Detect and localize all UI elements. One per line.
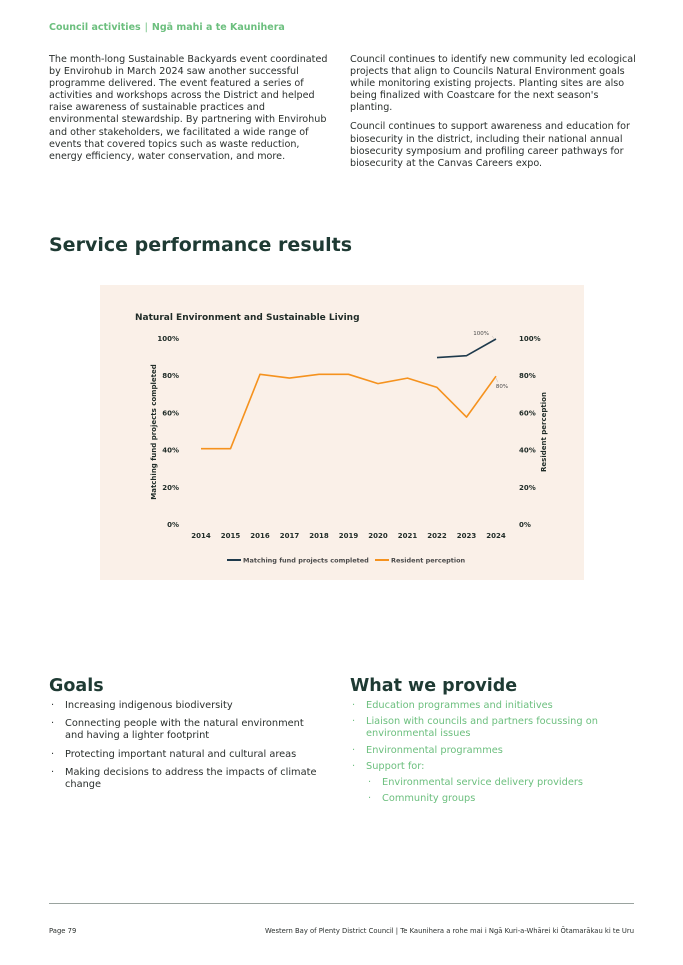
line-chart <box>100 285 584 580</box>
footer-organisation: Western Bay of Plenty District Council | Te Kaunihera a rohe mai i Ngā Kuri-a-Whārei ki Ōtamarākau ki te Uru <box>264 927 634 935</box>
page-header <box>49 22 285 33</box>
provide-item: · Environmental programmes <box>350 745 620 757</box>
intro-left-column <box>49 54 335 170</box>
y-axis-title-left: Matching fund projects completed <box>150 364 158 500</box>
goals-title: Goals <box>49 676 104 696</box>
intro-paragraph: The month-long Sustainable Backyards event coordinated by Envirohub in March 2024 saw another successful programme delivered. The event featured a series of activities and workshops across the District and helped raise awareness of sustainable practices and environmental stewardship. By partnering with Envirohub and other stakeholders, we facilitated a wide range of events that covered topics such as waste reduction, energy efficiency, water conservation, and more. <box>49 54 328 162</box>
header-separator: | <box>144 22 148 33</box>
x-tick-label: 2015 <box>220 532 241 540</box>
legend-label: Resident perception <box>391 556 466 565</box>
what-we-provide-title: What we provide <box>350 676 518 696</box>
provide-item: · Liaison with councils and partners focussing on environmental issues <box>350 716 620 740</box>
y-tick-right: 20% <box>519 483 536 492</box>
y-tick-right: 100% <box>519 335 541 343</box>
x-tick-label: 2020 <box>368 532 388 540</box>
goal-item: · Increasing indigenous biodiversity <box>49 700 319 712</box>
y-tick-left: 0% <box>167 521 179 529</box>
goal-item: · Protecting important natural and cultural areas <box>49 749 319 761</box>
y-tick-left: 20% <box>162 483 179 492</box>
y-tick-right: 0% <box>519 521 531 529</box>
y-tick-left: 80% <box>162 372 179 381</box>
x-tick-label: 2017 <box>279 532 300 540</box>
y-tick-right: 80% <box>519 372 536 381</box>
header-section: Council activities <box>49 22 141 33</box>
chart-title: Natural Environment and Sustainable Living <box>135 313 360 323</box>
provide-sub-item: · Environmental service delivery providers <box>366 777 620 789</box>
provide-sub-list <box>366 777 620 805</box>
data-label: 100% <box>473 331 489 337</box>
y-tick-left: 60% <box>162 409 179 418</box>
series-line-1 <box>201 374 496 448</box>
x-tick-label: 2022 <box>427 532 447 540</box>
x-tick-label: 2024 <box>486 532 506 540</box>
x-tick-label: 2023 <box>456 532 477 540</box>
intro-paragraph: Council continues to support awareness and education for biosecurity in the district, including their national annual biosecurity symposium and profiling career pathways for biosecurity at the Canvas Careers expo. <box>350 121 630 169</box>
series-line-0 <box>437 339 496 358</box>
provide-item <box>350 761 620 806</box>
x-tick-label: 2021 <box>397 532 418 540</box>
y-tick-left: 100% <box>157 335 179 343</box>
annotation-leader <box>492 336 494 339</box>
provide-sub-item: · Community groups <box>366 793 620 805</box>
section-title: Service performance results <box>49 234 353 256</box>
y-tick-right: 60% <box>519 409 536 418</box>
header-section-maori: Ngā mahi a te Kaunihera <box>151 22 285 33</box>
intro-paragraph: Council continues to identify new community led ecological projects that align to Councils Natural Environment goals while monitoring existing projects. Planting sites are also being finalized with Coastcare for the next season's planting. <box>350 54 636 114</box>
provide-item: · Education programmes and initiatives <box>350 700 620 712</box>
x-tick-label: 2016 <box>250 532 270 540</box>
data-label: 80% <box>495 384 509 391</box>
provide-item-label: Support for: <box>366 760 425 772</box>
x-tick-label: 2018 <box>309 532 329 540</box>
y-tick-right: 40% <box>519 446 536 455</box>
legend-label: Matching fund projects completed <box>243 556 369 565</box>
x-tick-label: 2019 <box>338 532 359 540</box>
y-tick-left: 40% <box>162 446 179 455</box>
x-tick-label: 2014 <box>191 532 211 540</box>
intro-right-column <box>350 54 636 177</box>
goal-item: · Making decisions to address the impacts of climate change <box>49 767 319 791</box>
y-axis-title-right: Resident perception <box>540 392 548 472</box>
goals-list <box>49 700 319 797</box>
footer-divider <box>49 903 634 904</box>
goal-item: · Connecting people with the natural environment and having a lighter footprint <box>49 718 319 742</box>
page-number: Page 79 <box>49 927 77 935</box>
annotation-leader <box>496 378 498 382</box>
chart-panel <box>100 285 584 580</box>
provide-list <box>350 700 620 809</box>
